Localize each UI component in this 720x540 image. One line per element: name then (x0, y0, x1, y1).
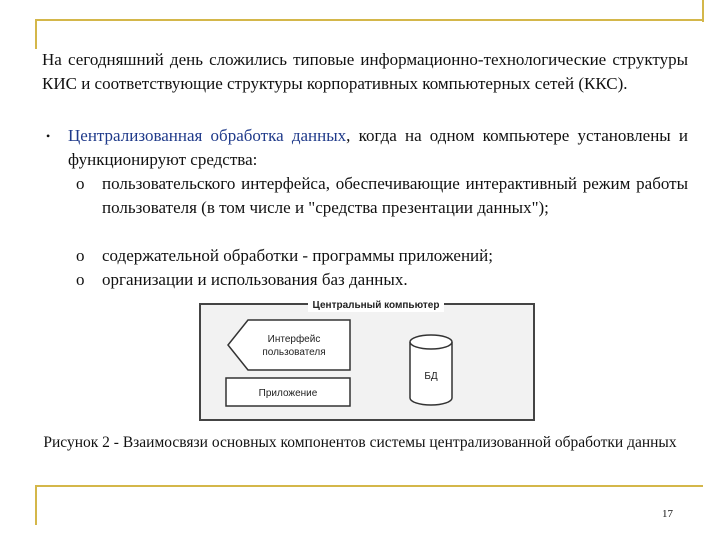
sub-item-interface (76, 172, 688, 220)
sub-item-text: организации и использования баз данных. (102, 270, 408, 289)
top-rule (35, 19, 703, 21)
user-interface-shape (228, 320, 350, 370)
bullet-rest: , когда на одном компьютере установлены и функционируют средства: (68, 126, 688, 169)
interface-label-2: пользователя (262, 347, 326, 358)
sub-item-text: содержательной обработки - программы приложений; (102, 246, 493, 265)
bottom-rule (35, 485, 703, 487)
bullet-marker: • (46, 129, 51, 143)
bullet-body (68, 124, 688, 172)
top-right-rule (702, 0, 704, 22)
database-label: БД (424, 371, 438, 382)
bullet-emphasis: Централизованная обработка данных (68, 126, 347, 145)
interface-label-1: Интерфейс (267, 334, 321, 345)
sub-item-processing (76, 244, 688, 268)
sub-marker: o (76, 270, 85, 289)
figure-caption: Рисунок 2 - Взаимосвязи основных компонентов системы централизованной обработки данных (43, 434, 677, 451)
sub-marker: o (76, 246, 85, 265)
sub-item-databases (76, 268, 688, 292)
centralized-processing-diagram (196, 292, 538, 424)
top-left-rule (35, 19, 37, 49)
intro-paragraph: На сегодняшний день сложились типовые информационно-технологические структуры КИС и соответствующие структуры корпоративных компьютерных сетей (ККС). (42, 50, 688, 93)
central-computer-label: Центральный компьютер (312, 300, 440, 311)
sub-marker: o (76, 174, 85, 193)
bottom-left-rule (35, 485, 37, 525)
sub-item-text: пользовательского интерфейса, обеспечивающие интерактивный режим работы пользователя (в том числе и "средства презентации данных"); (102, 174, 688, 217)
bullet-item (42, 124, 688, 172)
database-cylinder-top (410, 335, 452, 349)
page-number: 17 (662, 508, 673, 520)
application-label: Приложение (258, 388, 318, 399)
